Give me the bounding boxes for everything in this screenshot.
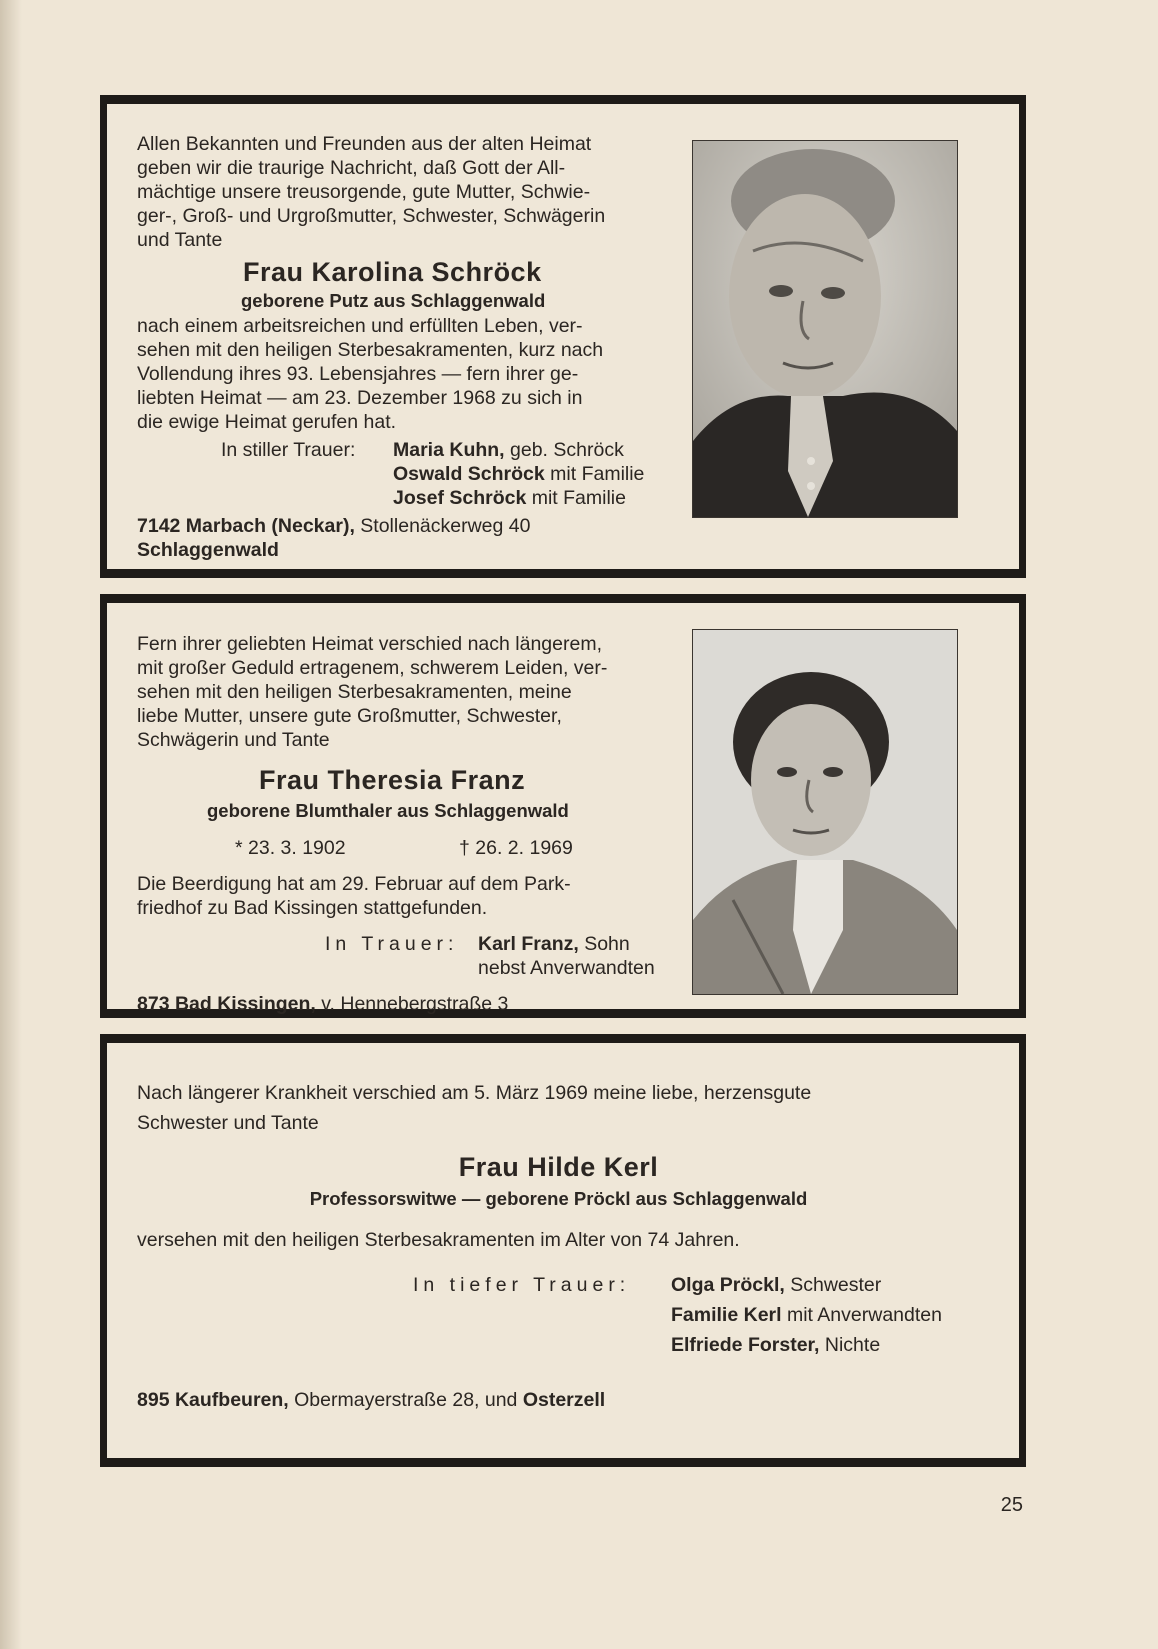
address: 7142 Marbach (Neckar), Stollenäckerweg 40 — [137, 515, 531, 537]
page-number: 25 — [1000, 1494, 1023, 1516]
address-line-2: Schlaggenwald — [137, 539, 279, 561]
portrait-elderly-woman-image — [693, 141, 957, 517]
intro-line: sehen mit den heiligen Sterbesakramenten, meine — [137, 681, 572, 703]
intro-line: mächtige unsere treusorgende, gute Mutter, Schwie- — [137, 181, 591, 203]
intro-line: Nach längerer Krankheit verschied am 5. März 1969 meine liebe, herzensgute — [137, 1082, 812, 1104]
mourner: Josef Schröck mit Familie — [393, 487, 626, 509]
obituary-notice-schroeck — [100, 95, 1026, 578]
body-line: versehen mit den heiligen Sterbesakramenten im Alter von 74 Jahren. — [137, 1229, 740, 1251]
mourner: Elfriede Forster, Nichte — [671, 1334, 881, 1356]
mourner: nebst Anverwandten — [478, 957, 655, 979]
intro-line: und Tante — [137, 229, 223, 251]
intro-line: liebe Mutter, unsere gute Großmutter, Schwester, — [137, 705, 562, 727]
intro-line: Schwägerin und Tante — [137, 729, 330, 751]
portrait-photo — [692, 140, 958, 518]
mourner: Oswald Schröck mit Familie — [393, 463, 645, 485]
mourning-label: In stiller Trauer: — [221, 439, 356, 461]
obituary-notice-franz — [100, 594, 1026, 1018]
deceased-name: Frau Karolina Schröck — [243, 257, 542, 287]
birth-date: * 23. 3. 1902 — [235, 837, 346, 859]
intro-line: ger-, Groß- und Urgroßmutter, Schwester, Schwägerin — [137, 205, 606, 227]
notice-text — [137, 132, 708, 562]
mourners-block — [137, 438, 708, 510]
intro-line: Fern ihrer geliebten Heimat verschied nach längerem, — [137, 633, 602, 655]
body-line: Die Beerdigung hat am 29. Februar auf dem Park- — [137, 873, 571, 895]
deceased-name: Frau Hilde Kerl — [458, 1152, 659, 1182]
portrait-photo — [692, 629, 958, 995]
address: 895 Kaufbeuren, Obermayerstraße 28, und Osterzell — [137, 1389, 606, 1411]
mourning-label: In Trauer: — [325, 933, 459, 955]
body-line: friedhof zu Bad Kissingen stattgefunden. — [137, 897, 488, 919]
body-line: nach einem arbeitsreichen und erfüllten Leben, ver- — [137, 315, 583, 337]
body-line: sehen mit den heiligen Sterbesakramenten, kurz nach — [137, 339, 604, 361]
life-dates — [137, 836, 708, 860]
deceased-subtitle: geborene Blumthaler aus Schlaggenwald — [207, 800, 569, 821]
mourners-block — [137, 1270, 980, 1360]
intro-line: mit großer Geduld ertragenem, schwerem Leiden, ver- — [137, 657, 608, 679]
mourner: Maria Kuhn, geb. Schröck — [393, 439, 624, 461]
deceased-name: Frau Theresia Franz — [259, 765, 526, 795]
mourning-label: In tiefer Trauer: — [413, 1274, 631, 1296]
notice-text — [137, 632, 708, 1016]
mourner: Olga Pröckl, Schwester — [671, 1274, 882, 1296]
intro-line: Schwester und Tante — [137, 1112, 319, 1134]
body-line: liebten Heimat — am 23. Dezember 1968 zu sich in — [137, 387, 583, 409]
mourner: Familie Kerl mit Anverwandten — [671, 1304, 942, 1326]
obituary-notice-kerl — [100, 1034, 1026, 1467]
deceased-subtitle: Professorswitwe — geborene Pröckl aus Schlaggenwald — [309, 1188, 808, 1209]
portrait-woman-image — [693, 630, 957, 994]
intro-line: geben wir die traurige Nachricht, daß Gott der All- — [137, 157, 566, 179]
body-line: Vollendung ihres 93. Lebensjahres — fern ihrer ge- — [137, 363, 579, 385]
body-line: die ewige Heimat gerufen hat. — [137, 411, 397, 433]
deceased-subtitle: geborene Putz aus Schlaggenwald — [241, 290, 546, 311]
mourner: Karl Franz, Sohn — [478, 933, 630, 955]
death-date: † 26. 2. 1969 — [459, 837, 573, 859]
notice-text — [137, 1078, 980, 1412]
address: 873 Bad Kissingen, v. Hennebergstraße 3 — [137, 993, 509, 1015]
mourners-block — [137, 932, 708, 980]
page-gutter-shadow — [0, 0, 22, 1649]
intro-line: Allen Bekannten und Freunden aus der alten Heimat — [137, 133, 592, 155]
